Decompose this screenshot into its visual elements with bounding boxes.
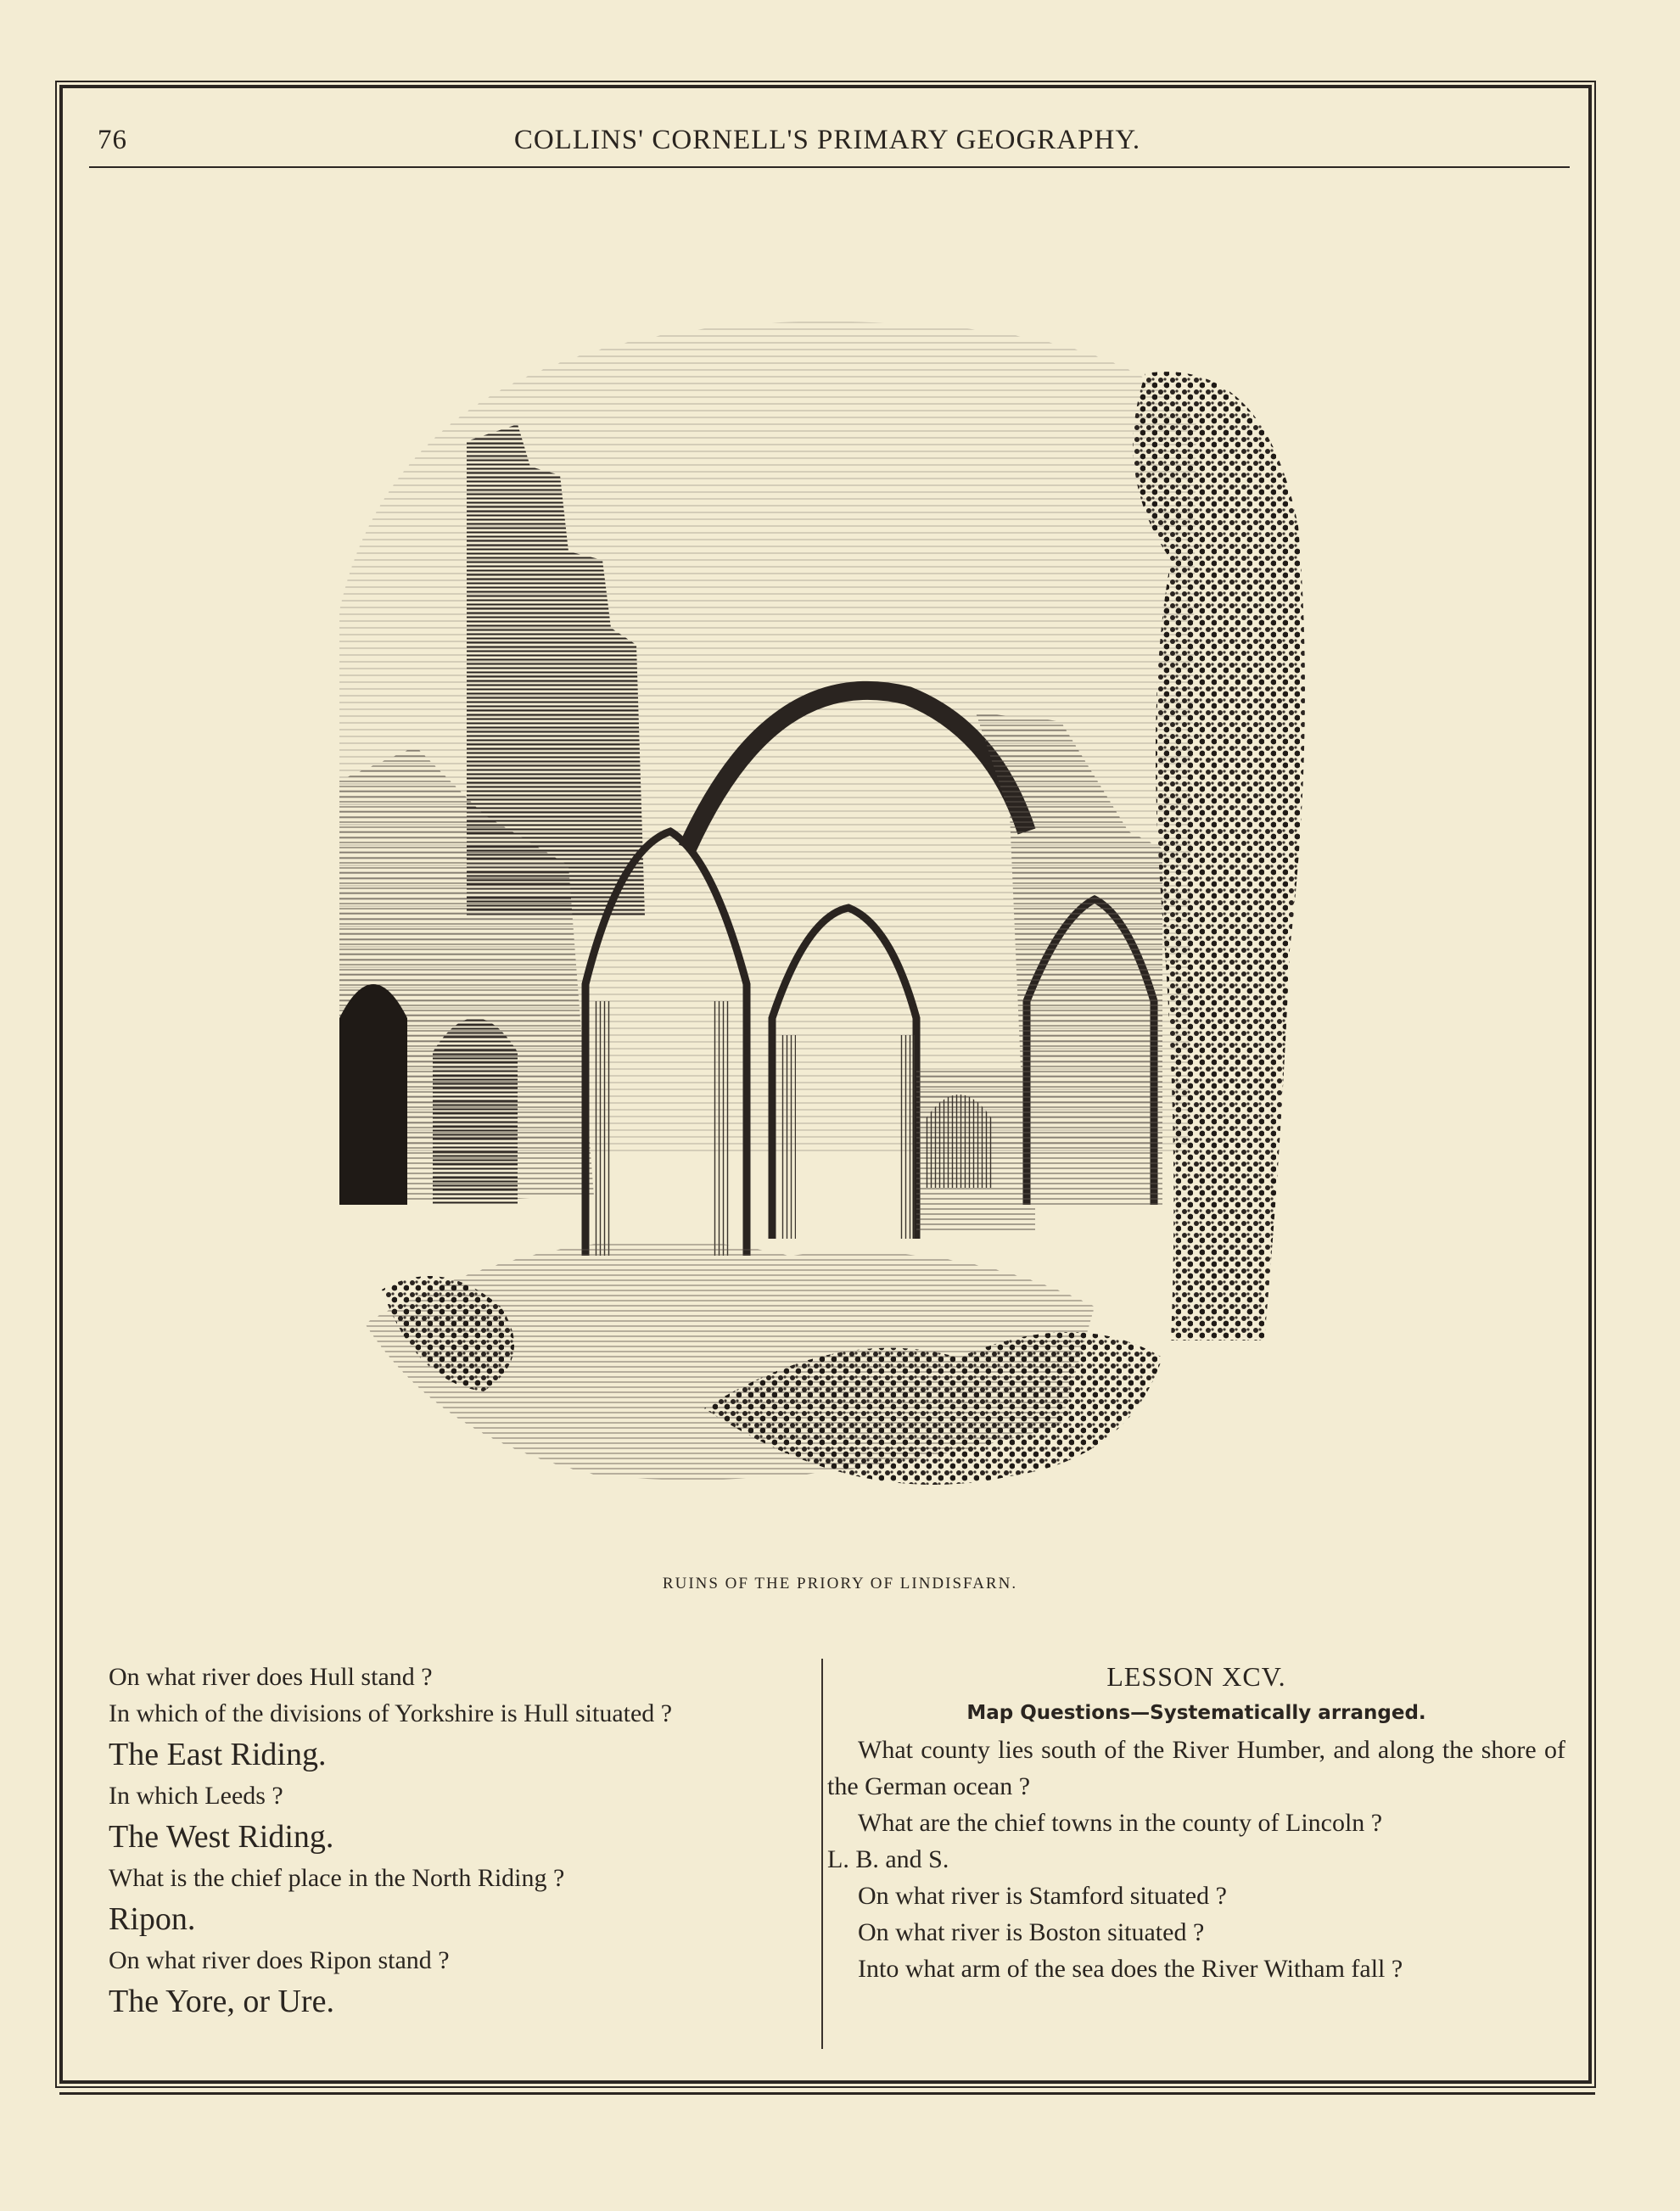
lesson-title: LESSON XCV. (1106, 1661, 1286, 1692)
answer-west-riding: The West Riding. (109, 1819, 334, 1855)
left-column (78, 1659, 808, 2024)
question-north-riding-chief-place: What is the chief place in the North Riding ? (109, 1864, 565, 1892)
right-column (827, 1659, 1565, 1987)
question-boston-river: On what river is Boston situated ? (858, 1918, 1205, 1946)
answer-yore: The Yore, or Ure. (109, 1984, 334, 2019)
header-rule (89, 166, 1570, 168)
answer-east-riding: The East Riding. (109, 1737, 327, 1772)
question-ripon-river: On what river does Ripon stand ? (109, 1946, 450, 1974)
page-number: 76 (98, 124, 127, 155)
question-leeds-division: In which Leeds ? (109, 1782, 283, 1810)
question-witham-outfall: Into what arm of the sea does the River Witham fall ? (858, 1955, 1403, 1983)
answer-ripon: Ripon. (109, 1901, 196, 1937)
question-hull-river: On what river does Hull stand ? (109, 1663, 433, 1691)
running-header (89, 119, 1565, 161)
column-divider (821, 1659, 823, 2049)
answer-lincoln-towns: L. B. and S. (827, 1845, 949, 1873)
question-stamford-river: On what river is Stamford situated ? (858, 1882, 1227, 1910)
question-lincoln-towns: What are the chief towns in the county of Lincoln ? (858, 1809, 1383, 1837)
priory-ruins-engraving (314, 305, 1332, 1527)
question-county-south-humber: What county lies south of the River Humber, and along the shore of the German ocean ? (827, 1736, 1565, 1800)
bottom-rule (59, 2092, 1595, 2095)
lesson-subtitle: Map Questions—Systematically arranged. (966, 1702, 1426, 1724)
question-hull-division: In which of the divisions of Yorkshire is Hull situated ? (109, 1699, 673, 1727)
illustration-caption: RUINS OF THE PRIORY OF LINDISFARN. (662, 1575, 1018, 1592)
running-title: COLLINS' CORNELL'S PRIMARY GEOGRAPHY. (513, 124, 1141, 155)
